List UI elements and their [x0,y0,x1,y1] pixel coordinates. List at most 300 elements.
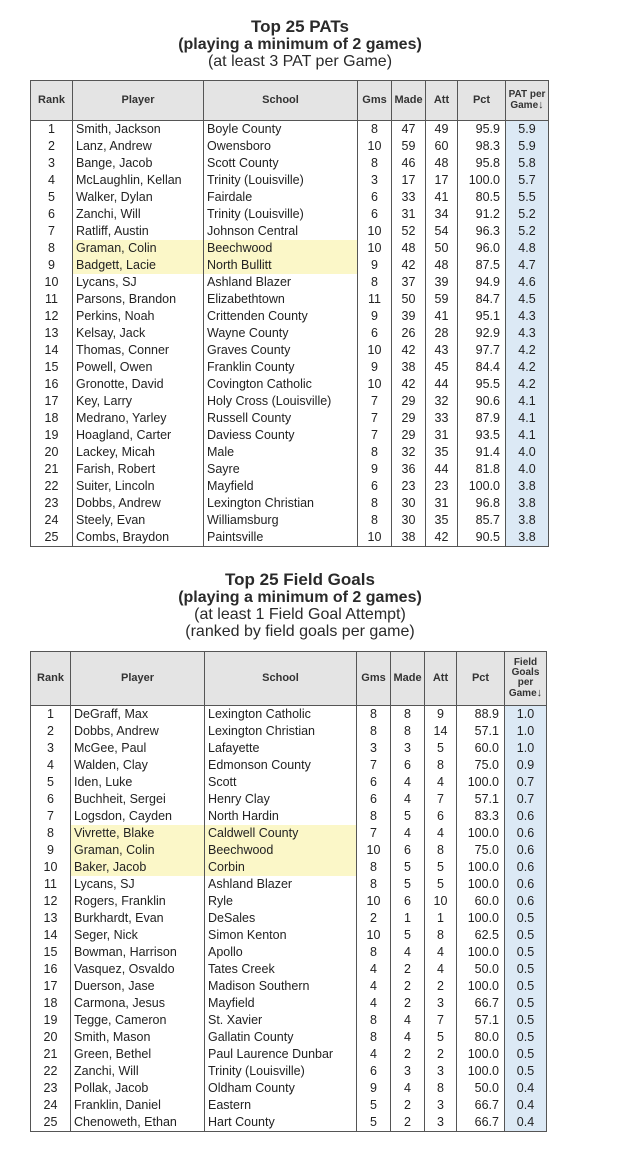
cell-per-game: 5.9 [506,121,549,139]
cell-school: Tates Creek [205,961,357,978]
cell-school: Crittenden County [204,308,358,325]
cell-player: Franklin, Daniel [71,1097,205,1114]
cell-made: 29 [392,393,426,410]
col-header-made[interactable]: Made [391,652,425,706]
cell-school: Covington Catholic [204,376,358,393]
cell-gms: 10 [357,893,391,910]
cell-per-game: 0.7 [505,774,547,791]
cell-school: North Bullitt [204,257,358,274]
col-header-school[interactable]: School [204,81,358,121]
cell-gms: 6 [358,189,392,206]
cell-per-game: 0.4 [505,1097,547,1114]
cell-school: Lexington Christian [204,495,358,512]
cell-pct: 97.7 [458,342,506,359]
cell-rank: 10 [31,859,71,876]
col-header-pct[interactable]: Pct [458,81,506,121]
cell-per-game: 0.6 [505,808,547,825]
cell-pct: 100.0 [457,825,505,842]
cell-gms: 8 [357,723,391,740]
cell-pct: 83.3 [457,808,505,825]
cell-made: 38 [392,529,426,547]
col-header-fg-per-game[interactable] [505,652,547,706]
cell-rank: 5 [31,774,71,791]
cell-pct: 66.7 [457,1097,505,1114]
cell-att: 50 [426,240,458,257]
cell-rank: 3 [31,155,73,172]
cell-pct: 50.0 [457,961,505,978]
cell-school: Mayfield [205,995,357,1012]
cell-att: 41 [426,189,458,206]
cell-gms: 10 [358,138,392,155]
cell-rank: 23 [31,1080,71,1097]
col-header-rank[interactable]: Rank [31,81,73,121]
cell-made: 59 [392,138,426,155]
table-row [31,740,547,757]
cell-school: Scott [205,774,357,791]
col-header-gms[interactable]: Gms [358,81,392,121]
cell-gms: 6 [357,1063,391,1080]
table-row [31,308,549,325]
cell-att: 43 [426,342,458,359]
cell-player: Zanchi, Will [73,206,204,223]
cell-made: 42 [392,376,426,393]
cell-made: 42 [392,257,426,274]
cell-player: Burkhardt, Evan [71,910,205,927]
fg-header-row [31,652,547,706]
table-row [31,240,549,257]
cell-school: Lexington Christian [205,723,357,740]
cell-per-game: 0.5 [505,910,547,927]
cell-rank: 15 [31,944,71,961]
cell-school: Paintsville [204,529,358,547]
cell-school: Boyle County [204,121,358,139]
cell-made: 30 [392,495,426,512]
cell-gms: 7 [358,393,392,410]
cell-att: 3 [425,1097,457,1114]
fg-title-block [100,571,500,640]
cell-school: Henry Clay [205,791,357,808]
cell-gms: 5 [357,1097,391,1114]
cell-made: 5 [391,859,425,876]
cell-att: 10 [425,893,457,910]
cell-per-game: 0.5 [505,995,547,1012]
cell-gms: 6 [357,791,391,808]
table-row [31,1012,547,1029]
cell-player: Farish, Robert [73,461,204,478]
cell-made: 6 [391,842,425,859]
cell-att: 7 [425,1012,457,1029]
cell-pct: 87.9 [458,410,506,427]
cell-player: Graman, Colin [71,842,205,859]
cell-per-game: 0.5 [505,961,547,978]
cell-pct: 50.0 [457,1080,505,1097]
cell-att: 5 [425,1029,457,1046]
cell-per-game: 0.7 [505,791,547,808]
cell-pct: 75.0 [457,757,505,774]
cell-att: 31 [426,495,458,512]
cell-rank: 18 [31,995,71,1012]
cell-made: 2 [391,1046,425,1063]
cell-school: Simon Kenton [205,927,357,944]
cell-per-game: 0.6 [505,825,547,842]
table-row [31,791,547,808]
cell-gms: 9 [358,308,392,325]
cell-school: Beechwood [205,842,357,859]
cell-school: Beechwood [204,240,358,257]
table-row [31,1097,547,1114]
cell-gms: 8 [358,495,392,512]
cell-gms: 8 [357,808,391,825]
cell-rank: 19 [31,427,73,444]
table-row [31,1046,547,1063]
cell-gms: 4 [357,978,391,995]
table-row [31,893,547,910]
cell-player: Tegge, Cameron [71,1012,205,1029]
table-row [31,723,547,740]
cell-rank: 6 [31,791,71,808]
cell-att: 49 [426,121,458,139]
cell-gms: 6 [358,206,392,223]
cell-per-game: 0.5 [505,1029,547,1046]
cell-player: Medrano, Yarley [73,410,204,427]
cell-school: DeSales [205,910,357,927]
cell-per-game: 0.9 [505,757,547,774]
cell-player: Smith, Jackson [73,121,204,139]
cell-pct: 96.3 [458,223,506,240]
col-header-pat-per-game[interactable] [506,81,549,121]
cell-rank: 21 [31,461,73,478]
cell-att: 28 [426,325,458,342]
cell-per-game: 3.8 [506,529,549,547]
cell-per-game: 3.8 [506,478,549,495]
cell-rank: 16 [31,961,71,978]
cell-rank: 12 [31,893,71,910]
cell-pct: 91.2 [458,206,506,223]
cell-made: 37 [392,274,426,291]
table-row [31,774,547,791]
cell-rank: 2 [31,138,73,155]
cell-gms: 8 [357,1012,391,1029]
cell-pct: 95.8 [458,155,506,172]
cell-per-game: 0.4 [505,1114,547,1132]
cell-gms: 7 [357,825,391,842]
cell-school: Daviess County [204,427,358,444]
cell-att: 3 [425,1063,457,1080]
cell-made: 1 [391,910,425,927]
fg-subtitle-criteria: (at least 1 Field Goal Attempt) [194,606,406,623]
arrow-down-icon: ↓ [538,99,544,111]
cell-rank: 19 [31,1012,71,1029]
cell-school: Ryle [205,893,357,910]
cell-made: 36 [392,461,426,478]
cell-gms: 9 [358,257,392,274]
cell-school: Gallatin County [205,1029,357,1046]
cell-pct: 80.5 [458,189,506,206]
cell-made: 38 [392,359,426,376]
cell-rank: 11 [31,291,73,308]
cell-school: Ashland Blazer [204,274,358,291]
cell-per-game: 4.3 [506,308,549,325]
cell-player: Baker, Jacob [71,859,205,876]
col-header-att[interactable]: Att [425,652,457,706]
cell-made: 29 [392,410,426,427]
cell-player: Lycans, SJ [73,274,204,291]
cell-player: Dobbs, Andrew [73,495,204,512]
cell-per-game: 1.0 [505,723,547,740]
cell-made: 2 [391,995,425,1012]
cell-made: 2 [391,961,425,978]
cell-made: 52 [392,223,426,240]
cell-att: 39 [426,274,458,291]
cell-rank: 7 [31,223,73,240]
cell-att: 41 [426,308,458,325]
cell-player: Carmona, Jesus [71,995,205,1012]
col-header-player[interactable]: Player [71,652,205,706]
col-header-made[interactable]: Made [392,81,426,121]
cell-att: 35 [426,444,458,461]
cell-made: 4 [391,825,425,842]
cell-gms: 8 [358,121,392,139]
cell-player: Badgett, Lacie [73,257,204,274]
cell-pct: 57.1 [457,1012,505,1029]
cell-per-game: 3.8 [506,512,549,529]
cell-gms: 8 [357,706,391,724]
cell-pct: 85.7 [458,512,506,529]
cell-school: Trinity (Louisville) [204,172,358,189]
pat-table [30,80,549,547]
cell-per-game: 4.7 [506,257,549,274]
cell-att: 34 [426,206,458,223]
cell-rank: 10 [31,274,73,291]
cell-gms: 10 [358,223,392,240]
cell-made: 8 [391,706,425,724]
cell-gms: 11 [358,291,392,308]
table-row [31,529,549,547]
cell-rank: 6 [31,206,73,223]
cell-gms: 3 [358,172,392,189]
cell-gms: 7 [357,757,391,774]
cell-pct: 87.5 [458,257,506,274]
cell-player: Thomas, Conner [73,342,204,359]
fg-table-body [31,706,547,1132]
cell-att: 54 [426,223,458,240]
cell-att: 4 [425,961,457,978]
cell-rank: 17 [31,978,71,995]
table-row [31,495,549,512]
cell-school: Scott County [204,155,358,172]
cell-rank: 11 [31,876,71,893]
cell-gms: 3 [357,740,391,757]
table-row [31,944,547,961]
cell-per-game: 4.2 [506,376,549,393]
cell-pct: 95.1 [458,308,506,325]
col-header-school[interactable]: School [205,652,357,706]
table-row [31,1114,547,1132]
cell-school: Holy Cross (Louisville) [204,393,358,410]
cell-school: Eastern [205,1097,357,1114]
cell-player: Perkins, Noah [73,308,204,325]
col-header-rank[interactable]: Rank [31,652,71,706]
col-header-att[interactable]: Att [426,81,458,121]
cell-att: 5 [425,740,457,757]
cell-per-game: 0.6 [505,842,547,859]
cell-school: Russell County [204,410,358,427]
table-row [31,825,547,842]
cell-school: Trinity (Louisville) [205,1063,357,1080]
table-row [31,257,549,274]
pat-subtitle-min-games: (playing a minimum of 2 games) [178,36,422,53]
cell-gms: 4 [357,995,391,1012]
cell-made: 3 [391,1063,425,1080]
table-row [31,172,549,189]
cell-per-game: 0.6 [505,893,547,910]
cell-made: 39 [392,308,426,325]
cell-player: Buchheit, Sergei [71,791,205,808]
cell-per-game: 4.0 [506,444,549,461]
cell-made: 31 [392,206,426,223]
cell-made: 5 [391,808,425,825]
cell-att: 8 [425,927,457,944]
cell-pct: 100.0 [457,859,505,876]
cell-pct: 84.4 [458,359,506,376]
cell-rank: 3 [31,740,71,757]
cell-player: Kelsay, Jack [73,325,204,342]
cell-player: Iden, Luke [71,774,205,791]
cell-school: Trinity (Louisville) [204,206,358,223]
table-row [31,910,547,927]
cell-pct: 100.0 [457,1046,505,1063]
cell-player: Steely, Evan [73,512,204,529]
cell-pct: 95.9 [458,121,506,139]
cell-made: 4 [391,1029,425,1046]
table-row [31,706,547,724]
cell-player: Hoagland, Carter [73,427,204,444]
cell-rank: 18 [31,410,73,427]
cell-att: 9 [425,706,457,724]
cell-made: 50 [392,291,426,308]
cell-per-game: 0.5 [505,1046,547,1063]
cell-gms: 8 [358,512,392,529]
cell-rank: 22 [31,1063,71,1080]
cell-school: Lexington Catholic [205,706,357,724]
cell-per-game: 0.4 [505,1080,547,1097]
table-row [31,961,547,978]
table-row [31,121,549,139]
cell-pct: 95.5 [458,376,506,393]
cell-rank: 23 [31,495,73,512]
table-row [31,274,549,291]
col-header-player[interactable]: Player [73,81,204,121]
cell-rank: 14 [31,927,71,944]
col-header-pct[interactable]: Pct [457,652,505,706]
cell-gms: 4 [357,1046,391,1063]
cell-school: Paul Laurence Dunbar [205,1046,357,1063]
arrow-down-icon: ↓ [536,687,543,699]
cell-att: 2 [425,1046,457,1063]
fg-subtitle-min-games: (playing a minimum of 2 games) [178,589,422,606]
cell-per-game: 0.5 [505,1012,547,1029]
cell-rank: 12 [31,308,73,325]
cell-gms: 10 [357,927,391,944]
cell-gms: 7 [358,427,392,444]
cell-per-game: 0.5 [505,1063,547,1080]
cell-rank: 9 [31,257,73,274]
cell-rank: 9 [31,842,71,859]
table-row [31,876,547,893]
cell-per-game: 4.1 [506,410,549,427]
cell-att: 42 [426,529,458,547]
cell-att: 48 [426,155,458,172]
cell-att: 44 [426,376,458,393]
cell-made: 5 [391,876,425,893]
cell-made: 32 [392,444,426,461]
cell-pct: 100.0 [457,944,505,961]
cell-rank: 20 [31,444,73,461]
pat-table-body [31,121,549,547]
cell-att: 23 [426,478,458,495]
cell-player: Walden, Clay [71,757,205,774]
cell-per-game: 4.1 [506,393,549,410]
cell-att: 5 [425,876,457,893]
cell-pct: 96.0 [458,240,506,257]
pat-title: Top 25 PATs [251,17,349,36]
cell-att: 8 [425,757,457,774]
cell-school: Johnson Central [204,223,358,240]
cell-rank: 1 [31,706,71,724]
table-row [31,291,549,308]
cell-per-game: 0.5 [505,927,547,944]
table-row [31,978,547,995]
cell-made: 4 [391,774,425,791]
table-row [31,478,549,495]
cell-gms: 8 [357,859,391,876]
cell-made: 4 [391,944,425,961]
cell-per-game: 4.2 [506,359,549,376]
cell-player: DeGraff, Max [71,706,205,724]
table-row [31,410,549,427]
cell-per-game: 4.5 [506,291,549,308]
cell-gms: 6 [358,325,392,342]
cell-player: Smith, Mason [71,1029,205,1046]
cell-gms: 8 [357,1029,391,1046]
cell-per-game: 5.5 [506,189,549,206]
cell-pct: 57.1 [457,791,505,808]
cell-rank: 16 [31,376,73,393]
cell-made: 4 [391,791,425,808]
table-row [31,342,549,359]
cell-per-game: 4.6 [506,274,549,291]
cell-gms: 8 [357,944,391,961]
cell-per-game: 5.8 [506,155,549,172]
table-row [31,1029,547,1046]
cell-player: McGee, Paul [71,740,205,757]
cell-made: 29 [392,427,426,444]
cell-pct: 93.5 [458,427,506,444]
cell-made: 2 [391,1097,425,1114]
table-row [31,427,549,444]
cell-rank: 20 [31,1029,71,1046]
col-header-gms[interactable]: Gms [357,652,391,706]
cell-rank: 8 [31,240,73,257]
cell-player: Lanz, Andrew [73,138,204,155]
cell-pct: 88.9 [457,706,505,724]
cell-att: 60 [426,138,458,155]
cell-made: 48 [392,240,426,257]
cell-rank: 5 [31,189,73,206]
table-row [31,376,549,393]
cell-per-game: 4.8 [506,240,549,257]
cell-player: Lackey, Micah [73,444,204,461]
